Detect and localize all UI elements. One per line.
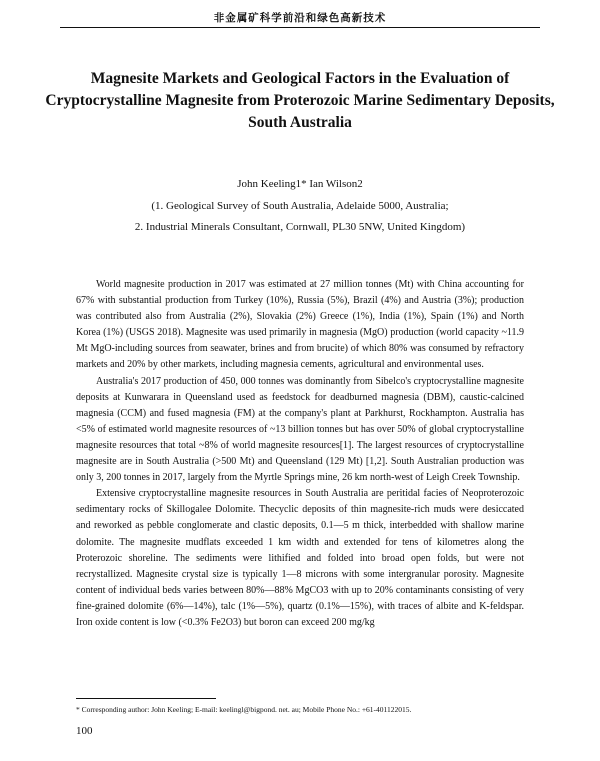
affiliation-2: 2. Industrial Minerals Consultant, Cornwall, PL30 5NW, United Kingdom)	[134, 221, 466, 233]
header-rule	[60, 27, 540, 28]
footnote-rule	[76, 698, 216, 699]
paper-title: Magnesite Markets and Geological Factors in the Evaluation of Cryptocrystalline Magnesite from Proterozoic Marine Sedimentary Deposits, South Australia	[45, 70, 555, 131]
body-text	[76, 277, 524, 631]
paragraph-3: Extensive cryptocrystalline magnesite resources in South Australia are peritidal facies of Neoproterozoic sedimentary rocks of Skillogalee Dolomite. Thecyclic deposits of thin magnesite-rich muds were desiccated and reworked as pebble conglomerate and clastic deposits, 0.1—5 m thick, interbedded with shallow marine dolomite. The magnesite mudflats exceeded 1 km width and extended for tens of kilometres along the Proterozoic shoreline. The sediments were lithified and folded into broad open folds, but were not recrystallized. Magnesite crystal size is typically 1—8 microns with some intergranular porosity. Magnesite content of individual beds varies between 80%—88% MgCO3 with up to 20% contaminants consisting of very fine-grained dolomite (6%—14%), talc (1%—5%), quartz (0.1%—15%), with traces of albite and K-feldspar. Iron oxide content is low (<0.3% Fe2O3) but boron can exceed 200 mg/kg	[76, 488, 524, 628]
page-number: 100	[76, 725, 93, 737]
paragraph-1: World magnesite production in 2017 was estimated at 27 million tonnes (Mt) with China accounting for 67% with substantial production from Turkey (10%), Russia (5%), Brazil (4%) and Austria (3%); production was contributed also from Australia (2%), Slovakia (2%) Greece (1%), India (1%), Spain (1%) and North Korea (1%) (USGS 2018). Magnesite was used primarily in magnesia (MgO) production (world capacity ~11.9 Mt MgO-including sources from seawater, brines and from brucite) of which 80% was consumed by refractory markets and 20% by other markets, including magnesia cements, agricultural and environmental uses.	[76, 279, 524, 371]
paragraph-2: Australia's 2017 production of 450, 000 tonnes was dominantly from Sibelco's cryptocrystalline magnesite deposits at Kunwarara in Queensland used as feedstock for deadburned magnesia (DBM), caustic-calcined magnesia (CCM) and fused magnesia (FM) at the company's plant at Parkhurst, Rockhampton. Australia has <5% of estimated world magnesite resources of ~13 billion tonnes but has over 50% of global cryptocrystalline magnesite resources that total ~8% of world magnesite resources[1]. The largest resources of cryptocrystalline magnesite are in South Australia (>500 Mt) and Queensland (129 Mt) [1,2]. South Australian production was only 3, 200 tonnes in 2017, largely from the Myrtle Springs mine, 26 km north-west of Leigh Creek Township.	[76, 375, 524, 484]
author-line: John Keeling1* Ian Wilson2	[237, 178, 363, 190]
affiliation-1: (1. Geological Survey of South Australia, Adelaide 5000, Australia;	[151, 200, 449, 212]
corresponding-author-footnote: * Corresponding author: John Keeling; E-mail: keelingl@bigpond. net. au; Mobile Phone No.: +61-401122015.	[76, 705, 412, 714]
running-head: 非金属矿科学前沿和绿色高新技术	[213, 12, 387, 24]
